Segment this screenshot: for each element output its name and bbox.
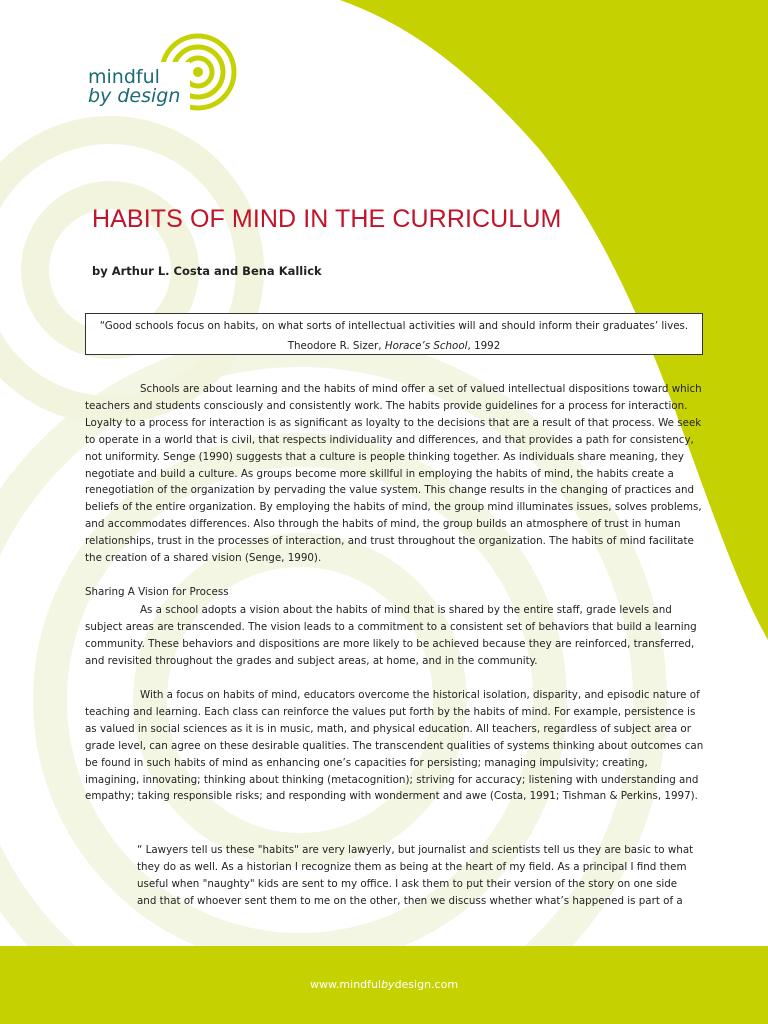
footer-website-link[interactable] — [0, 978, 768, 991]
body-paragraph-2: As a school adopts a vision about the habits of mind that is shared by the entire staff, grade levels and subject areas are transcended. The vision leads to a commitment to a consistent set of behaviors that build a learning community. These behaviors and dispositions are more likely to be achieved because they are reinforced, transferred, and revisited throughout the grades and subject areas, at home, and in the community. — [85, 604, 697, 667]
article-authors: by Arthur L. Costa and Bena Kallick — [92, 264, 322, 278]
section-heading: Sharing A Vision for Process — [85, 586, 229, 598]
page-footer — [0, 946, 768, 1024]
article-title: HABITS OF MIND IN THE CURRICULUM — [92, 205, 562, 233]
brand-logo[interactable] — [88, 32, 248, 122]
url-suffix: design.com — [394, 978, 459, 991]
attribution-name: Theodore R. Sizer, — [287, 340, 385, 352]
brand-name-line1: mindful — [88, 66, 160, 88]
epigraph-attribution — [86, 340, 702, 352]
brand-name-line2: by design — [88, 85, 181, 107]
body-paragraph-1: Schools are about learning and the habits of mind offer a set of valued intellectual dispositions toward which teachers and students consciously and consistently work. The habits provide guidelines for a process for interaction. Loyalty to a process for interaction is as significant as loyalty to the decisions that are a result of that process. We seek to operate in a world that is civil, that respects individuality and differences, and that provides a path for consistency, not uniformity. Senge (1990) suggests that a culture is people thinking together. As individuals share meaning, they negotiate and build a culture. As groups become more skillful in employing the habits of mind, the habits create a renegotiation of the organization by pervading the value system. This change results in the changing of practices and beliefs of the entire organization. By employing the habits of mind, the group mind illuminates issues, solves problems, and accommodates differences. Also through the habits of mind, the group builds an atmosphere of trust in human relationships, trust in the processes of interaction, and trust throughout the organization. The habits of mind facilitate the creation of a shared vision (Senge, 1990). — [85, 383, 702, 565]
epigraph-quote: “Good schools focus on habits, on what sorts of intellectual activities will and should inform their graduates’ lives. — [99, 320, 689, 332]
url-italic: by — [381, 978, 395, 991]
url-prefix: www.mindful — [309, 978, 382, 991]
attribution-year: , 1992 — [467, 340, 501, 352]
body-paragraph-3: With a focus on habits of mind, educators overcome the historical isolation, disparity, and episodic nature of teaching and learning. Each class can reinforce the values put forth by the habits of mind. For example, persistence is as valued in social sciences as it is in music, math, and physical education. All teachers, regardless of subject area or grade level, can agree on these desirable qualities. The transcendent qualities of systems thinking about outcomes can be found in such habits of mind as enhancing one’s capacities for persisting; managing impulsivity; creating, imagining, innovating; thinking about thinking (metacognition); striving for accuracy; listening with understanding and empathy; taking responsible risks; and responding with wonderment and awe (Costa, 1991; Tishman & Perkins, 1997). — [85, 689, 704, 803]
brand-wordmark — [88, 68, 180, 106]
epigraph-box — [85, 313, 703, 355]
body-paragraph-4-quote: “ Lawyers tell us these "habits" are very lawyerly, but journalist and scientists tell us they are basic to what they do as well. As a historian I recognize them as being at the heart of my field. As a principal I find them useful when "naughty" kids are sent to my office. I ask them to put their version of the story on one side and that of whoever sent them to me on the other, then we discuss whether what’s happened is part of a — [137, 844, 694, 907]
attribution-work: Horace’s School — [384, 340, 468, 352]
